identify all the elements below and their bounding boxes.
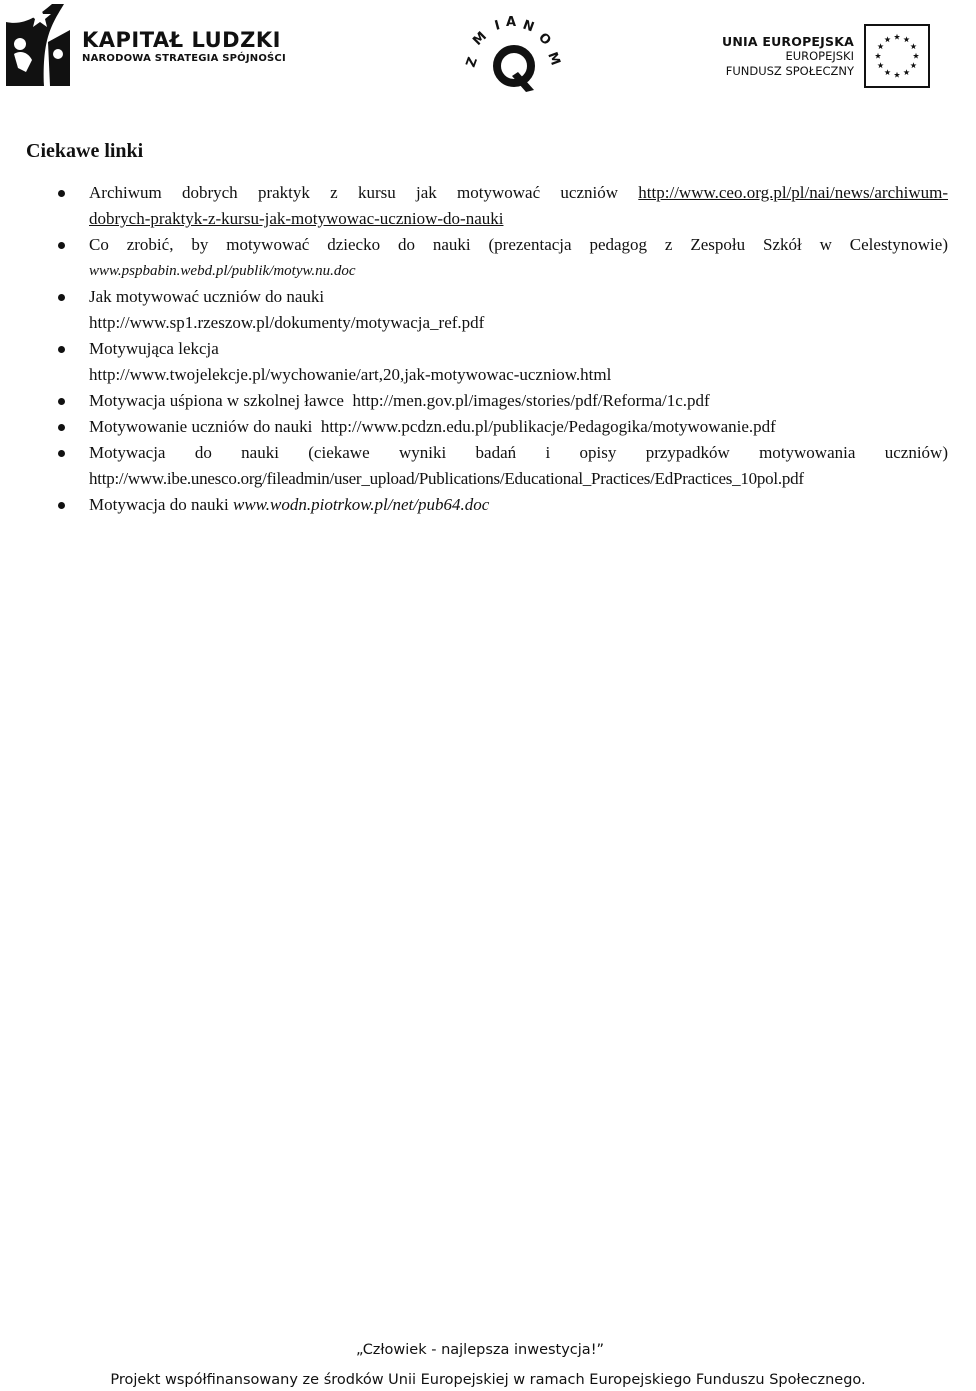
list-item bbox=[0, 440, 960, 492]
svg-text:M: M bbox=[544, 50, 563, 68]
svg-text:Z: Z bbox=[463, 55, 481, 70]
list-item-line bbox=[89, 180, 948, 206]
list-item-link[interactable]: http://www.ibe.unesco.org/fileadmin/user_upload/Publications/Educational_Practices/EdPractices_10pol.pdf bbox=[89, 469, 804, 488]
list-item bbox=[0, 180, 960, 232]
eu-line-2: FUNDUSZ SPOŁECZNY bbox=[725, 64, 854, 78]
bullet-icon bbox=[58, 242, 65, 249]
eu-star-icon bbox=[910, 62, 916, 68]
eu-star-icon bbox=[894, 34, 900, 40]
eu-star-icon bbox=[884, 69, 890, 75]
page-header bbox=[0, 0, 960, 100]
list-item-line bbox=[89, 414, 948, 440]
list-item bbox=[0, 492, 960, 518]
bullet-icon bbox=[58, 424, 65, 431]
footer-slogan: „Człowiek - najlepsza inwestycja!” bbox=[355, 1342, 605, 1358]
bullet-icon bbox=[58, 450, 65, 457]
list-item-text: Co zrobić, by motywować dziecko do nauki (prezentacja pedagog z Zespołu Szkół w Celestynowie) bbox=[89, 235, 948, 254]
eu-stars-flag-icon bbox=[864, 24, 930, 88]
bullet-icon bbox=[58, 346, 65, 353]
links-list bbox=[0, 180, 960, 518]
list-item bbox=[0, 284, 960, 336]
list-item-line bbox=[89, 206, 948, 232]
list-item-link[interactable]: http://men.gov.pl/images/stories/pdf/Reforma/1c.pdf bbox=[352, 391, 710, 410]
zmiany-q-logo-icon bbox=[463, 15, 563, 94]
list-item-link[interactable]: http://www.pcdzn.edu.pl/publikacje/Pedagogika/motywowanie.pdf bbox=[320, 417, 776, 436]
eu-star-icon bbox=[878, 62, 884, 68]
eu-logo-text bbox=[716, 34, 854, 79]
bullet-icon bbox=[58, 294, 65, 301]
list-item-text: Jak motywować uczniów do nauki bbox=[89, 287, 325, 306]
bullet-icon bbox=[58, 190, 65, 197]
eu-star-icon bbox=[910, 43, 916, 49]
svg-text:M: M bbox=[470, 29, 490, 49]
kapital-ludzki-emblem-icon bbox=[4, 2, 72, 86]
list-item-text: Motywacja do nauki bbox=[89, 495, 229, 514]
eu-star-icon bbox=[894, 72, 900, 78]
list-item-text: Archiwum dobrych praktyk z kursu jak motywować uczniów bbox=[89, 183, 619, 202]
list-item-link[interactable]: www.pspbabin.webd.pl/publik/motyw.nu.doc bbox=[89, 263, 356, 279]
bullet-icon bbox=[58, 502, 65, 509]
eu-star-icon bbox=[878, 43, 884, 49]
eu-star-icon bbox=[903, 36, 909, 42]
svg-text:I: I bbox=[493, 18, 502, 34]
eu-star-icon bbox=[913, 53, 919, 59]
list-item bbox=[0, 388, 960, 414]
kapital-ludzki-title: KAPITAŁ LUDZKI bbox=[82, 28, 281, 52]
kapital-ludzki-logo-text bbox=[82, 28, 286, 66]
list-item-link[interactable]: www.wodn.piotrkow.pl/net/pub64.doc bbox=[233, 495, 490, 514]
list-item-text: Motywacja uśpiona w szkolnej ławce bbox=[89, 391, 344, 410]
list-item-link[interactable]: http://www.sp1.rzeszow.pl/dokumenty/motywacja_ref.pdf bbox=[89, 313, 485, 332]
eu-star-icon bbox=[875, 53, 881, 59]
list-item-link[interactable]: http://www.ceo.org.pl/pl/nai/news/archiwum- bbox=[638, 183, 949, 202]
list-item bbox=[0, 414, 960, 440]
svg-text:A: A bbox=[506, 15, 517, 30]
bullet-icon bbox=[58, 398, 65, 405]
list-item-text: Motywująca lekcja bbox=[89, 339, 219, 358]
page-title: Ciekawe linki bbox=[26, 140, 144, 162]
list-item-text: Motywacja do nauki (ciekawe wyniki badań i opisy przypadków motywowania uczniów) bbox=[89, 443, 948, 462]
list-item-line bbox=[89, 388, 948, 414]
list-item-link[interactable]: http://www.twojelekcje.pl/wychowanie/art,20,jak-motywowac-uczniow.html bbox=[89, 365, 612, 384]
svg-text:O: O bbox=[535, 30, 554, 49]
list-item bbox=[0, 336, 960, 388]
kapital-ludzki-subtitle: NARODOWA STRATEGIA SPÓJNOŚCI bbox=[82, 53, 286, 64]
list-item-line bbox=[89, 492, 948, 518]
list-item-link-continued[interactable]: dobrych-praktyk-z-kursu-jak-motywowac-uczniow-do-nauki bbox=[89, 209, 504, 228]
eu-star-icon bbox=[903, 69, 909, 75]
list-item bbox=[0, 232, 960, 284]
svg-text:N: N bbox=[520, 17, 536, 36]
footer-note: Projekt współfinansowany ze środków Unii Europejskiej w ramach Europejskiego Funduszu Społecznego. bbox=[110, 1372, 866, 1388]
eu-line-1: EUROPEJSKI bbox=[785, 49, 854, 63]
eu-star-icon bbox=[884, 36, 890, 42]
list-item-text: Motywowanie uczniów do nauki bbox=[89, 417, 313, 436]
eu-title: UNIA EUROPEJSKA bbox=[722, 34, 854, 49]
